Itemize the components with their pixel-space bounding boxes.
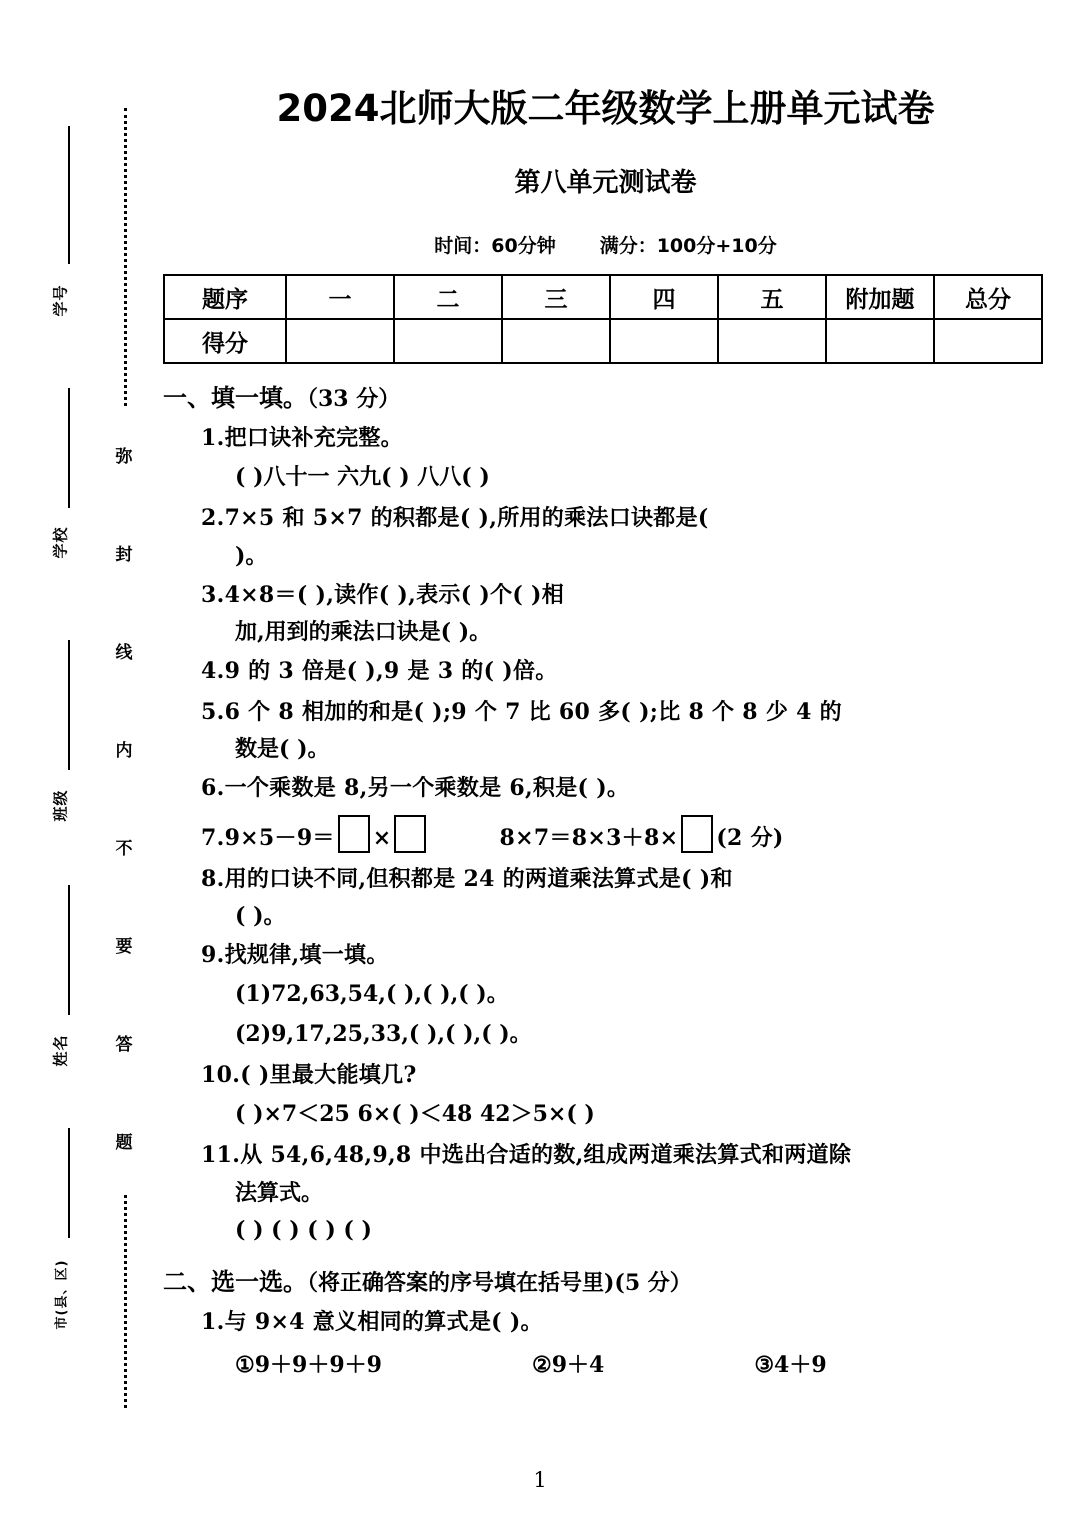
page-number: 1 — [533, 1468, 547, 1492]
field-rule-5 — [68, 1128, 70, 1238]
section-2-label: 二、选一选。 — [163, 1266, 307, 1296]
question-7-expr-post: 8×7＝8×3＋8× — [499, 824, 679, 851]
table-row-scores — [164, 319, 1042, 363]
exam-time-label: 时间：60分钟 — [434, 235, 556, 257]
question-9-text: 找规律,填一填。 — [224, 942, 389, 969]
answer-box-3[interactable] — [681, 815, 713, 853]
question-5-number: 5. — [201, 699, 225, 726]
binding-margin — [0, 0, 160, 1527]
question-8-cont: ( )。 — [235, 903, 286, 930]
question-9-number: 9. — [201, 942, 225, 969]
section-heading-1 — [163, 378, 1048, 413]
question-8-text: 用的口诀不同,但积都是 24 的两道乘法算式是( )和 — [224, 865, 733, 892]
question-5-cont: 数是( )。 — [235, 736, 330, 763]
exam-body — [163, 0, 1048, 1527]
question-2-text: 7×5 和 5×7 的积都是( ),所用的乘法口诀都是( — [224, 505, 709, 532]
question-8-number: 8. — [201, 865, 225, 892]
section2-question-1-options — [235, 1348, 1048, 1379]
score-col-7: 总分 — [934, 275, 1042, 319]
section-1-points: （33 分） — [307, 386, 401, 412]
question-3-cont: 加,用到的乘法口诀是( )。 — [235, 618, 492, 645]
question-9 — [201, 940, 1048, 971]
score-row-label-2: 得分 — [164, 319, 286, 363]
score-col-2: 二 — [394, 275, 502, 319]
question-11-cont: 法算式。 — [235, 1179, 324, 1206]
answer-box-2[interactable] — [394, 815, 426, 853]
question-1 — [201, 423, 1048, 454]
margin-field-xingming: 姓名 — [51, 1034, 70, 1067]
question-9-part-1[interactable]: (1)72,63,54,( ),( ),( )。 — [235, 981, 509, 1008]
seal-char-1: 弥 — [104, 408, 144, 506]
question-5-text: 6 个 8 相加的和是( );9 个 7 比 60 多( );比 8 个 8 少 4 的 — [224, 699, 842, 726]
question-9-part-2[interactable]: (2)9,17,25,33,( ),( ),( )。 — [235, 1020, 532, 1047]
question-6 — [201, 773, 1048, 804]
option-2[interactable]: ②9＋4 — [531, 1351, 605, 1378]
question-8 — [201, 864, 1048, 895]
question-3 — [201, 580, 1048, 611]
section-heading-2 — [163, 1262, 1048, 1297]
question-1-blanks[interactable]: ( )八十一 六九( ) 八八( ) — [235, 464, 490, 491]
score-row-label-1: 题序 — [164, 275, 286, 319]
question-3-text: 4×8＝( ),读作( ),表示( )个( )相 — [224, 581, 565, 608]
score-col-4: 四 — [610, 275, 718, 319]
seal-char-3: 线 — [104, 604, 144, 702]
question-2-number: 2. — [201, 505, 225, 532]
question-4-text: 9 的 3 倍是( ),9 是 3 的( )倍。 — [224, 657, 558, 684]
question-3-number: 3. — [201, 581, 225, 608]
question-2-cont: )。 — [235, 542, 268, 569]
seal-char-5: 不 — [104, 800, 144, 898]
margin-field-xuexiao: 学校 — [51, 526, 70, 559]
score-cell-1[interactable] — [286, 319, 394, 363]
question-10 — [201, 1060, 1048, 1091]
seal-line-text — [104, 408, 144, 1192]
section-2-points: （将正确答案的序号填在括号里)(5 分） — [307, 1269, 692, 1296]
question-6-text: 一个乘数是 8,另一个乘数是 6,积是( )。 — [224, 775, 630, 802]
margin-field-xuehao: 学号 — [51, 284, 70, 317]
seal-char-2: 封 — [104, 506, 144, 604]
section2-question-1-text: 与 9×4 意义相同的算式是( )。 — [224, 1308, 543, 1335]
page-title: 2024北师大版二年级数学上册单元试卷 — [276, 87, 935, 130]
section2-question-1 — [201, 1307, 1048, 1338]
score-cell-5[interactable] — [718, 319, 826, 363]
score-cell-3[interactable] — [502, 319, 610, 363]
option-3[interactable]: ③4＋9 — [754, 1351, 827, 1378]
answer-box-1[interactable] — [338, 815, 370, 853]
question-10-text: ( )里最大能填几? — [240, 1061, 417, 1088]
question-10-number: 10. — [201, 1061, 241, 1088]
option-1[interactable]: ①9＋9＋9＋9 — [235, 1351, 382, 1378]
question-11-answers[interactable]: ( ) ( ) ( ) ( ) — [235, 1216, 372, 1243]
question-7-expr-tail: (2 分) — [716, 824, 784, 851]
question-7-expr-mid: × — [372, 824, 392, 851]
question-2 — [201, 503, 1048, 534]
question-11 — [201, 1140, 1048, 1171]
question-4 — [201, 656, 1048, 687]
score-cell-2[interactable] — [394, 319, 502, 363]
seal-char-6: 要 — [104, 898, 144, 996]
margin-field-banji: 班级 — [51, 789, 70, 822]
score-cell-6[interactable] — [826, 319, 934, 363]
exam-total-label: 满分：100分+10分 — [599, 235, 777, 257]
score-cell-7[interactable] — [934, 319, 1042, 363]
page-subtitle: 第八单元测试卷 — [514, 168, 697, 198]
question-4-number: 4. — [201, 657, 225, 684]
question-11-text: 从 54,6,48,9,8 中选出合适的数,组成两道乘法算式和两道除 — [240, 1142, 852, 1169]
score-col-5: 五 — [718, 275, 826, 319]
question-6-number: 6. — [201, 775, 225, 802]
question-5 — [201, 697, 1048, 728]
margin-field-shixianqu: 市(县、区) — [54, 1259, 70, 1330]
question-7 — [201, 815, 1048, 854]
score-col-1: 一 — [286, 275, 394, 319]
question-7-expr-pre: 9×5－9＝ — [224, 824, 335, 851]
question-10-blanks[interactable]: ( )×7＜25 6×( )＜48 42＞5×( ) — [235, 1101, 595, 1128]
question-7-number: 7. — [201, 824, 225, 851]
seal-char-4: 内 — [104, 702, 144, 800]
section-1-label: 一、填一填。 — [163, 383, 307, 412]
score-col-6: 附加题 — [826, 275, 934, 319]
question-1-text: 把口诀补充完整。 — [224, 425, 403, 451]
seal-char-7: 答 — [104, 996, 144, 1094]
exam-meta — [163, 231, 1048, 258]
section2-question-1-number: 1. — [201, 1308, 225, 1335]
question-11-number: 11. — [201, 1142, 241, 1169]
seal-char-8: 题 — [104, 1094, 144, 1192]
question-1-number: 1. — [201, 425, 225, 451]
score-col-3: 三 — [502, 275, 610, 319]
score-table — [163, 274, 1043, 364]
score-cell-4[interactable] — [610, 319, 718, 363]
table-row-header — [164, 275, 1042, 319]
